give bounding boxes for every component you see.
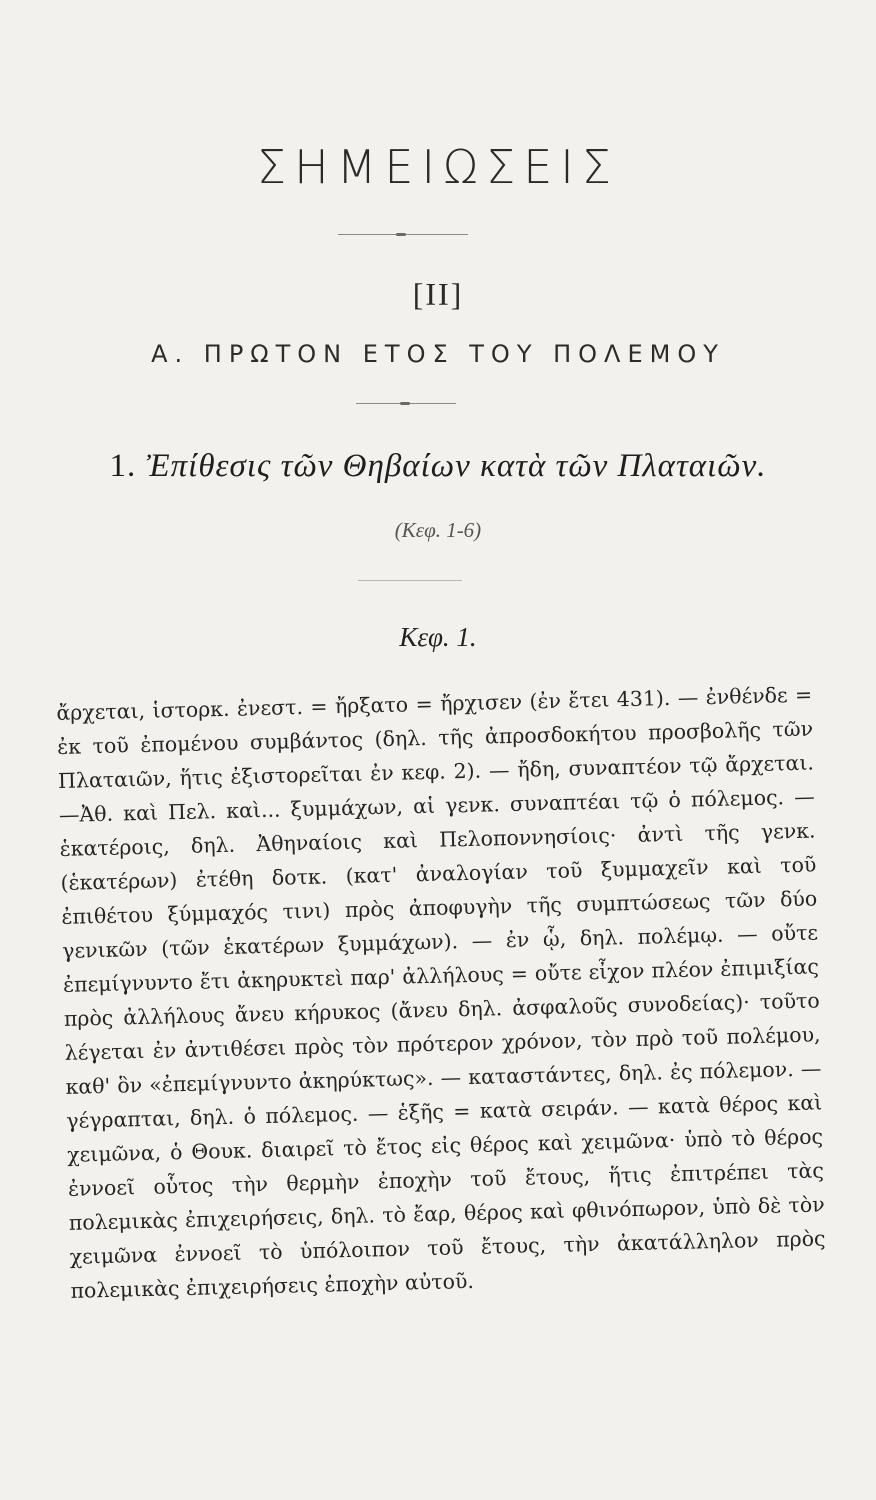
kef-heading: Κεφ. 1. — [399, 622, 477, 652]
section-number: [ΙΙ] — [412, 276, 464, 312]
chapter-heading — [0, 448, 876, 485]
chapter-range: (Κεφ. 1-6) — [394, 518, 482, 542]
page-title: ΣΗΜΕΙΩΣΕΙΣ — [257, 140, 619, 194]
divider-ornament — [400, 402, 410, 405]
divider-rule-middle — [356, 403, 456, 404]
commentary-paragraph: ἄρχεται, ἱστορκ. ἐνεστ. = ἤρξατο = ἤρχισεν (ἐν ἔτει 431). — ἐνθένδε = ἐκ τοῦ ἐπομένου συμβάντος (δηλ. τῆς ἀπροσδοκήτου προσβολῆς τῶν Πλαταιῶν, ἥτις ἐξιστορεῖται ἐν κεφ. 2). — ἤδη, συναπτέον τῷ ἄρχεται.—Ἀθ. καὶ Πελ. καὶ... ξυμμάχων, αἱ γενκ. συναπτέαι τῷ ὁ πόλεμος. — ἑκατέροις, δηλ. Ἀθηναίοις καὶ Πελοποννησίοις· ἀντὶ τῆς γενκ. (ἑκατέρων) ἐτέθη δοτκ. (κατ' ἀναλογίαν τοῦ ξυμμαχεῖν καὶ τοῦ ἐπιθέτου ξύμμαχός τινι) πρὸς ἀποφυγὴν τῆς συμπτώσεως τῶν δύο γενικῶν (τῶν ἑκατέρων ξυμμάχων). — ἐν ᾧ, δηλ. πολέμῳ. — οὔτε ἐπεμίγνυντο ἔτι ἀκηρυκτεὶ παρ' ἀλλήλους = οὔτε εἶχον πλέον ἐπιμιξίας πρὸς ἀλλήλους ἄνευ κήρυκος (ἄνευ δηλ. ἀσφαλοῦς συνοδείας)· τοῦτο λέγεται ἐν ἀντιθέσει πρὸς τὸν πρότερον χρόνον, τὸν πρὸ τοῦ πολέμου, καθ' ὃν «ἐπεμίγνυντο ἀκηρύκτως». — καταστάντες, δηλ. ἐς πόλεμον. — γέγραπται, δηλ. ὁ πόλεμος. — ἑξῆς = κατὰ σειράν. — κατὰ θέρος καὶ χειμῶνα, ὁ Θουκ. διαιρεῖ τὸ ἔτος εἰς θέρος καὶ χειμῶνα· ὑπὸ τὸ θέρος ἐννοεῖ οὗτος τὴν θερμὴν ἐποχὴν τοῦ ἔτους, ἥτις ἐπιτρέπει τὰς πολεμικὰς ἐπιχειρήσεις, δηλ. τὸ ἔαρ, θέρος καὶ φθινόπωρον, ὑπὸ δὲ τὸν χειμῶνα ἐννοεῖ τὸ ὑπόλοιπον τοῦ ἔτους, τὴν ἀκατάλληλον πρὸς πολεμικὰς ἐπιχειρήσεις ἐποχὴν αὐτοῦ. — [56, 682, 826, 1303]
commentary-text — [56, 678, 827, 1308]
divider-rule-bottom — [358, 580, 462, 581]
divider-rule-top — [338, 234, 468, 235]
divider-ornament — [396, 233, 406, 236]
chapter-title: Ἐπίθεσις τῶν Θηβαίων κατὰ τῶν Πλαταιῶν. — [146, 448, 767, 484]
part-title: Α. ΠΡΩΤΟΝ ΕΤΟΣ ΤΟΥ ΠΟΛΕΜΟΥ — [151, 340, 725, 368]
chapter-number: 1. — [109, 448, 137, 484]
